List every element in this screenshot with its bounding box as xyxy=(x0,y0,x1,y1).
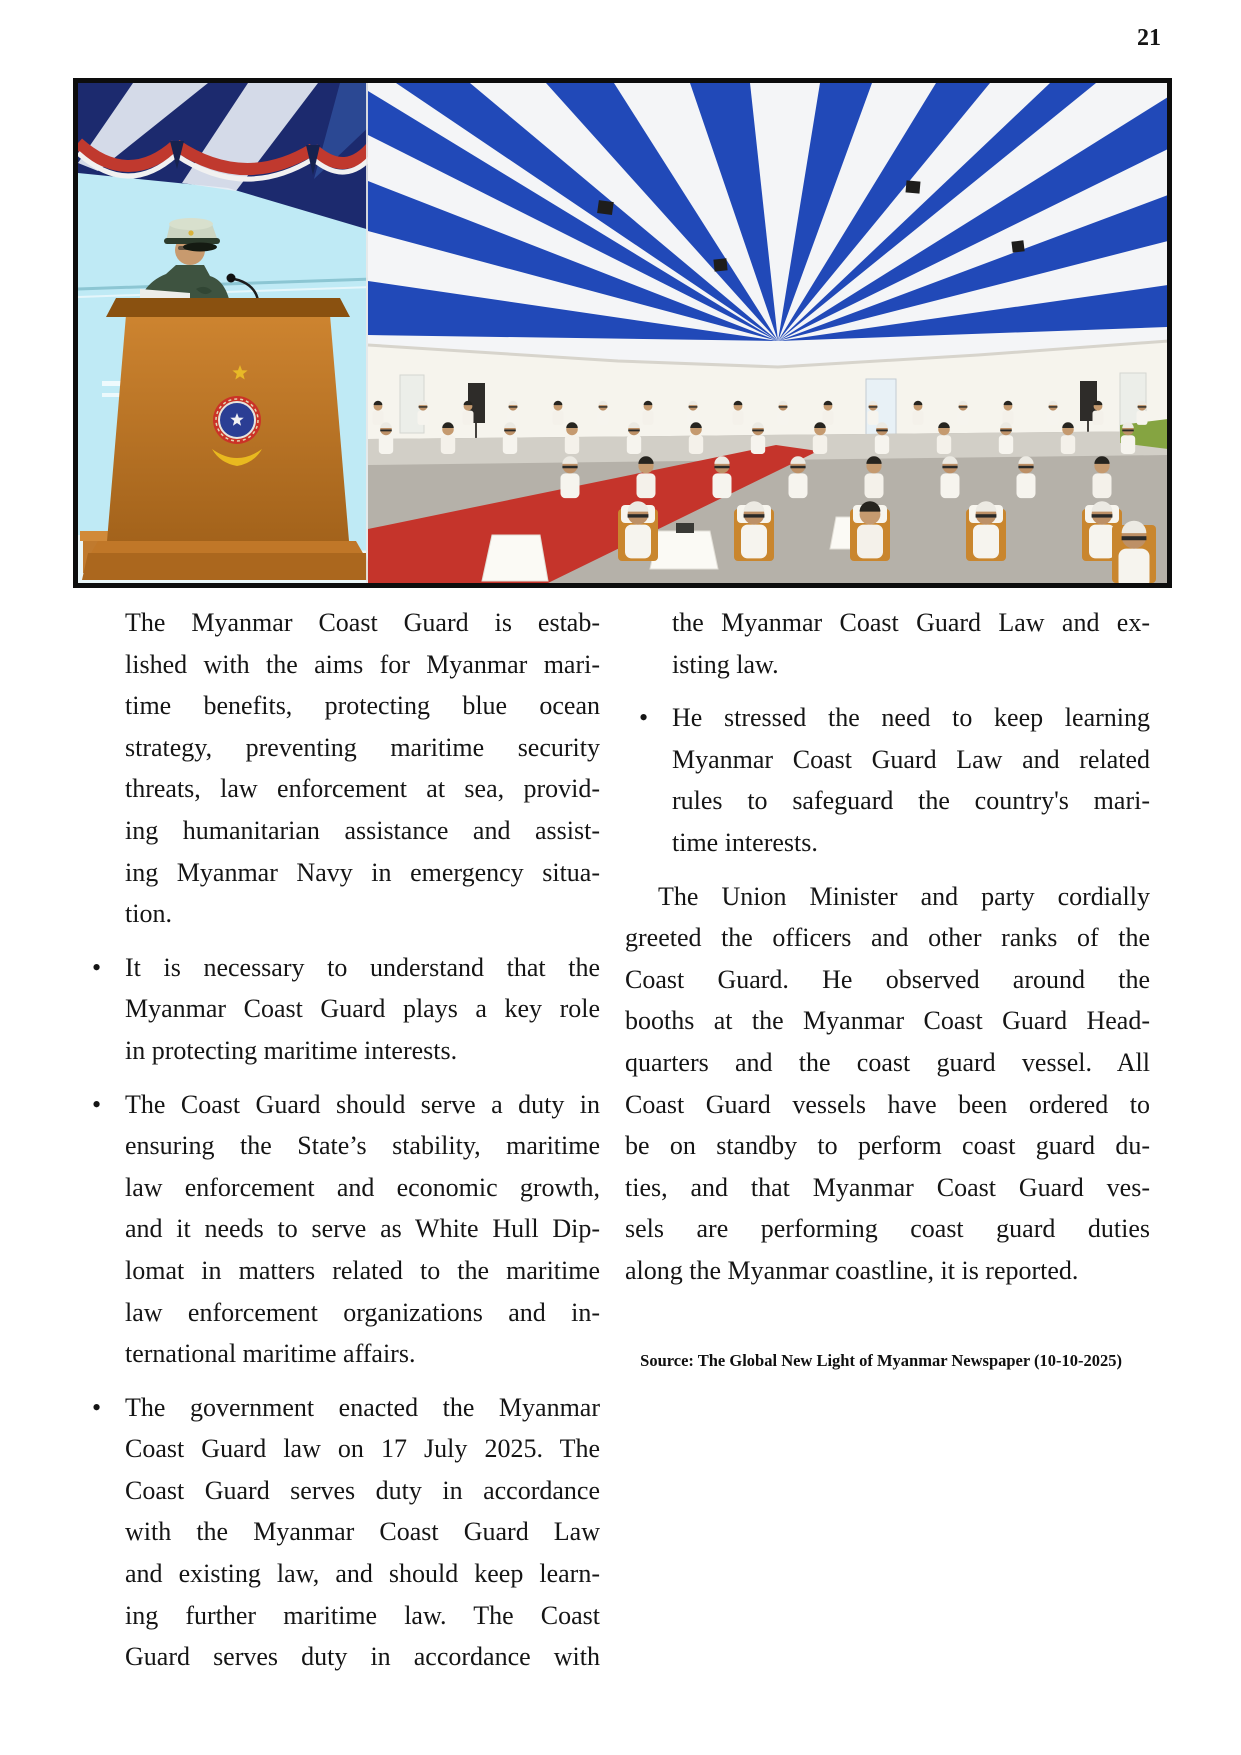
text-line: law enforcement and economic growth, xyxy=(125,1172,600,1202)
paragraph xyxy=(625,602,1150,685)
text-line: ternational maritime affairs. xyxy=(125,1339,416,1369)
text-line: quarters and the coast guard vessel. All xyxy=(625,1047,1150,1077)
text-line: Coast Guard. He observed around the xyxy=(625,964,1150,994)
left-column xyxy=(78,602,600,1678)
bullet-marker: • xyxy=(92,1392,102,1422)
paragraph xyxy=(625,876,1150,1292)
ceiling-speaker xyxy=(1011,240,1024,252)
ceremony-photo xyxy=(73,78,1172,588)
text-line: ing humanitarian assistance and assist- xyxy=(125,815,600,845)
text-line: The government enacted the Myanmar xyxy=(125,1392,600,1422)
bullet-item xyxy=(625,697,1150,863)
bullet-marker: • xyxy=(92,952,102,982)
bullet-marker: • xyxy=(639,703,649,733)
text-line: lomat in matters related to the maritime xyxy=(125,1255,600,1285)
text-line: ing further maritime law. The Coast xyxy=(125,1600,600,1630)
text-line: booths at the Myanmar Coast Guard Head- xyxy=(625,1006,1150,1036)
speaker-panel xyxy=(78,83,373,583)
audience-panel xyxy=(368,83,1167,583)
text-line: strategy, preventing maritime security xyxy=(125,732,600,762)
bullet-item xyxy=(78,1387,600,1678)
text-line: It is necessary to understand that the xyxy=(125,952,600,982)
text-line: The Union Minister and party cordially xyxy=(658,881,1150,911)
text-line: along the Myanmar coastline, it is reported. xyxy=(625,1255,1079,1285)
text-line: The Coast Guard should serve a duty in xyxy=(125,1089,600,1119)
text-line: ensuring the State’s stability, maritime xyxy=(125,1131,600,1161)
text-line: ties, and that Myanmar Coast Guard ves- xyxy=(625,1172,1150,1202)
text-line: be on standby to perform coast guard du- xyxy=(625,1131,1150,1161)
text-line: Coast Guard vessels have been ordered to xyxy=(625,1089,1150,1119)
text-line: and it needs to serve as White Hull Dip- xyxy=(125,1214,600,1244)
text-line: time benefits, protecting blue ocean xyxy=(125,691,600,721)
text-line: He stressed the need to keep learning xyxy=(672,703,1150,733)
ceremony-photo-art xyxy=(78,83,1167,583)
text-line: Myanmar Coast Guard Law and related xyxy=(672,744,1150,774)
text-line: isting law. xyxy=(672,649,779,679)
right-column xyxy=(625,602,1150,1372)
paragraph xyxy=(78,602,600,935)
ceiling-speaker xyxy=(597,200,614,215)
text-line: rules to safeguard the country's mari- xyxy=(672,786,1150,816)
text-line: law enforcement organizations and in- xyxy=(125,1297,600,1327)
right-column-paragraphs xyxy=(625,602,1150,1292)
text-line: tion. xyxy=(125,899,172,929)
ceiling-speaker xyxy=(906,180,921,193)
text-line: the Myanmar Coast Guard Law and ex- xyxy=(672,608,1150,637)
text-line: Guard serves duty in accordance with xyxy=(125,1642,600,1672)
text-line: Myanmar Coast Guard plays a key role xyxy=(125,994,600,1024)
page-number: 21 xyxy=(1137,25,1161,51)
ceiling-speaker xyxy=(713,258,727,271)
text-line: sels are performing coast guard duties xyxy=(625,1214,1150,1244)
bullet-marker: • xyxy=(92,1089,102,1119)
bullet-item xyxy=(78,1084,600,1375)
bullet-item xyxy=(78,947,600,1072)
text-line: in protecting maritime interests. xyxy=(125,1035,458,1065)
text-line: and existing law, and should keep learn- xyxy=(125,1559,600,1589)
text-line: threats, law enforcement at sea, provid- xyxy=(125,774,600,804)
text-line: The Myanmar Coast Guard is estab- xyxy=(125,608,600,637)
text-line: with the Myanmar Coast Guard Law xyxy=(125,1517,600,1547)
text-line: greeted the officers and other ranks of the xyxy=(625,923,1150,953)
text-line: time interests. xyxy=(672,827,818,857)
text-line: Coast Guard law on 17 July 2025. The xyxy=(125,1434,600,1464)
text-line: Coast Guard serves duty in accordance xyxy=(125,1475,600,1505)
source-citation: Source: The Global New Light of Myanmar Newspaper (10-10-2025) xyxy=(640,1350,1122,1370)
text-line: lished with the aims for Myanmar mari- xyxy=(125,649,600,679)
text-line: ing Myanmar Navy in emergency situa- xyxy=(125,857,600,887)
